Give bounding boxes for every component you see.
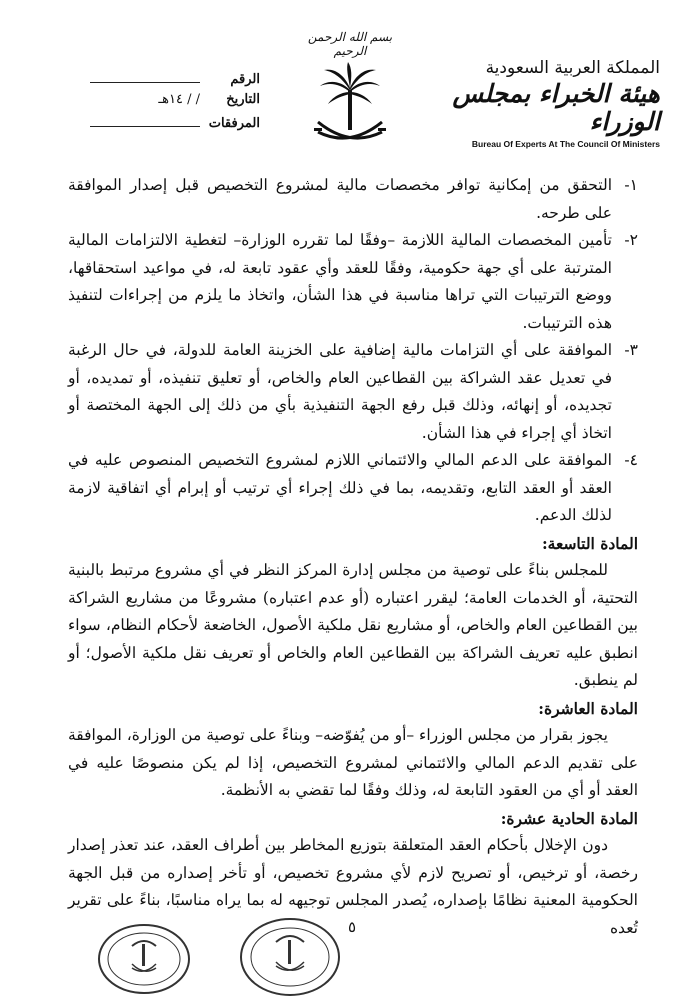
article-11-title: المادة الحادية عشرة:: [500, 808, 638, 828]
article-11-text: دون الإخلال بأحكام العقد المتعلقة بتوزيع المخاطر بين أطراف العقد، عند تعذر إصدار رخصة، أو ترخيص، أو تصريح لازم لأي مشروع تخصيص، أو تأخر إصداره من قبل الجهة الحكومية المعنية نظامًا بإصداره، يُصدر المجلس توجيهه له بما يراه مناسبًا، بناءً على تقرير تُعده: [68, 836, 638, 937]
official-seal-right-icon: [238, 916, 342, 998]
item-number: ٢-: [624, 231, 638, 249]
kingdom-name: المملكة العربية السعودية: [485, 58, 660, 78]
item-text: الموافقة على الدعم المالي والائتماني اللازم لمشروع التخصيص المنصوص عليه في العقد أو العقد التابع، وتقديمه، بما في ذلك إجراء أي ترتيب أو إبرام أي اتفاقية لازمة لذلك الدعم.: [68, 451, 612, 524]
item-text: التحقق من إمكانية توافر مخصصات مالية لمشروع التخصيص قبل إصدار الموافقة على طرحه.: [68, 176, 612, 222]
bureau-name-ar: هيئة الخبراء بمجلس الوزراء: [452, 79, 660, 136]
list-item: [68, 447, 638, 530]
ref-label: الرقم: [230, 72, 260, 87]
page-number: ٥: [348, 918, 357, 936]
article-9-title: المادة التاسعة:: [541, 533, 638, 553]
article-9-text: للمجلس بناءً على توصية من مجلس إدارة المركز النظر في أي مشروع مرتبط بالبنية التحتية، أو الخدمات العامة؛ ليقرر اعتباره (أو عدم اعتباره) مشروعًا من مشاريع الشراكة بين القطاعين العام والخاص، أو مشاريع نقل ملكية الأصول، الخاضعة لأحكام النظام، سواء انطبق عليه تعريف الشراكة بين القطاعين العام والخاص أو تعريف نقل ملكية الأصول؛ أو لم ينطبق.: [68, 561, 638, 689]
date-label: التاريخ: [226, 92, 260, 107]
attachments-line: [90, 114, 200, 127]
bureau-name-en: Bureau Of Experts At The Council Of Ministers: [471, 139, 660, 149]
reference-block: [50, 70, 260, 136]
item-number: ٣-: [624, 341, 638, 359]
attachments-label: المرفقات: [208, 116, 260, 131]
palm-swords-emblem-icon: [310, 62, 390, 152]
date-value: / / ١٤هـ: [158, 92, 200, 107]
letterhead: [450, 58, 660, 149]
item-number: ١-: [624, 176, 638, 194]
item-number: ٤-: [624, 451, 638, 469]
attachments-row: [50, 114, 260, 136]
document-body: [68, 172, 638, 942]
emblem-block: [300, 30, 400, 156]
basmala: بسم الله الرحمن الرحيم: [307, 30, 393, 58]
ref-row: [50, 70, 260, 92]
ref-line: [90, 70, 200, 83]
item-text: تأمين المخصصات المالية اللازمة –وفقًا لما تقرره الوزارة– لتغطية الالتزامات المالية المترتبة على أي جهة حكومية، وفقًا للعقد وأي عقود تابعة له، في مواعيد استحقاقها، ووضع الترتيبات التي تراها مناسبة في هذا الشأن، واتخاذ ما يلزم من إجراءات لتنفيذ هذه الترتيبات.: [68, 231, 612, 332]
list-item: [68, 172, 638, 227]
list-item: [68, 337, 638, 447]
list-item: [68, 227, 638, 337]
official-seal-left-icon: [96, 922, 192, 996]
item-text: الموافقة على أي التزامات مالية إضافية على الخزينة العامة للدولة، في حال الرغبة في تعديل عقد الشراكة بين القطاعين العام والخاص، أو تعليق تنفيذه، أو تمديده، أو تجديده، أو إنهائه، وذلك قبل رفع الجهة التنفيذية بأي من ذلك إلى الجهة المختصة أو اتخاذ أي إجراء في هذا الشأن.: [68, 341, 612, 442]
date-row: [50, 92, 260, 114]
article-10-text: يجوز بقرار من مجلس الوزراء –أو من يُفوّضه– وبناءً على توصية من الوزارة، الموافقة على تقديم الدعم المالي والائتماني لمشروع التخصيص، إذا لم يكن منصوصًا عليه في العقد أو أي من العقود التابعة له، وذلك وفقًا لما تقضي به الأنظمة.: [68, 726, 638, 799]
article-10-title: المادة العاشرة:: [538, 698, 638, 718]
